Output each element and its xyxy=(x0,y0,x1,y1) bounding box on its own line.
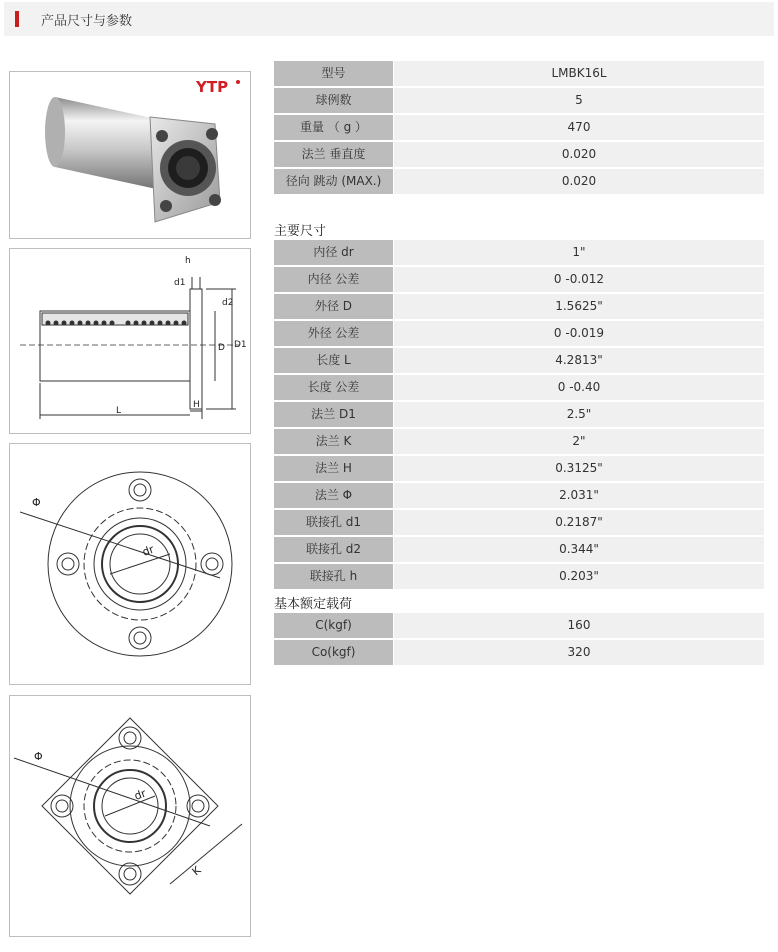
spec-table xyxy=(274,61,764,196)
table-row xyxy=(274,88,764,113)
row-value: 2.5" xyxy=(394,402,764,427)
table-row xyxy=(274,321,764,346)
table-row xyxy=(274,613,764,638)
row-label: 外径 D xyxy=(274,294,393,319)
row-label: 内径 dr xyxy=(274,240,393,265)
row-value: 1" xyxy=(394,240,764,265)
row-value: 0.020 xyxy=(394,169,764,194)
table-row xyxy=(274,483,764,508)
row-label: 法兰 D1 xyxy=(274,402,393,427)
row-value: 4.2813" xyxy=(394,348,764,373)
table-row xyxy=(274,142,764,167)
table-row xyxy=(274,402,764,427)
row-value: 1.5625" xyxy=(394,294,764,319)
load-rating-table xyxy=(274,613,764,667)
row-label: 法兰 H xyxy=(274,456,393,481)
row-label: C(kgf) xyxy=(274,613,393,638)
label-D1: D1 xyxy=(234,340,247,350)
row-label: 内径 公差 xyxy=(274,267,393,292)
row-label: 外径 公差 xyxy=(274,321,393,346)
label-H: H xyxy=(193,400,200,410)
row-label: 法兰 K xyxy=(274,429,393,454)
row-label: 联接孔 h xyxy=(274,564,393,589)
product-photo xyxy=(9,71,251,239)
row-label: 长度 L xyxy=(274,348,393,373)
row-value: 470 xyxy=(394,115,764,140)
table-row xyxy=(274,510,764,535)
row-value: 0.2187" xyxy=(394,510,764,535)
table-row xyxy=(274,267,764,292)
table-row xyxy=(274,348,764,373)
row-value: 0.020 xyxy=(394,142,764,167)
row-value: 0 -0.019 xyxy=(394,321,764,346)
label-phi: Φ xyxy=(32,496,41,509)
table-row xyxy=(274,429,764,454)
label-dr-2: dr xyxy=(132,786,148,803)
table-row xyxy=(274,294,764,319)
label-phi-2: Φ xyxy=(34,750,43,763)
row-label: 球例数 xyxy=(274,88,393,113)
main-dims-heading: 主要尺寸 xyxy=(274,224,327,239)
row-value: 0.203" xyxy=(394,564,764,589)
row-value: 160 xyxy=(394,613,764,638)
section-header xyxy=(4,2,774,36)
table-row xyxy=(274,456,764,481)
label-d1: d1 xyxy=(174,278,186,288)
brand-logo: YTP xyxy=(196,78,229,96)
table-row xyxy=(274,61,764,86)
row-value: 320 xyxy=(394,640,764,665)
row-value: 2" xyxy=(394,429,764,454)
row-value: 0.344" xyxy=(394,537,764,562)
table-row xyxy=(274,537,764,562)
row-label: 联接孔 d2 xyxy=(274,537,393,562)
section-title: 产品尺寸与参数 xyxy=(41,14,133,29)
row-value: 2.031" xyxy=(394,483,764,508)
header-accent-bar xyxy=(15,11,19,27)
row-value: 0.3125" xyxy=(394,456,764,481)
label-dr: dr xyxy=(140,542,156,559)
row-label: 长度 公差 xyxy=(274,375,393,400)
round-flange-drawing xyxy=(9,443,251,685)
row-value: 5 xyxy=(394,88,764,113)
row-label: 联接孔 d1 xyxy=(274,510,393,535)
table-row xyxy=(274,240,764,265)
row-label: 径向 跳动 (MAX.) xyxy=(274,169,393,194)
label-L: L xyxy=(116,406,122,416)
label-h: h xyxy=(185,256,191,266)
table-row xyxy=(274,640,764,665)
row-value: 0 -0.40 xyxy=(394,375,764,400)
row-value: 0 -0.012 xyxy=(394,267,764,292)
row-value: LMBK16L xyxy=(394,61,764,86)
table-row xyxy=(274,169,764,194)
label-D: D xyxy=(218,343,225,353)
table-row xyxy=(274,115,764,140)
label-K: K xyxy=(189,863,204,879)
square-flange-drawing xyxy=(9,695,251,937)
row-label: 型号 xyxy=(274,61,393,86)
side-section-drawing xyxy=(9,248,251,434)
table-row xyxy=(274,375,764,400)
load-rating-heading: 基本额定载荷 xyxy=(274,597,353,612)
label-d2: d2 xyxy=(222,298,234,308)
row-label: Co(kgf) xyxy=(274,640,393,665)
main-dims-table xyxy=(274,240,764,591)
table-row xyxy=(274,564,764,589)
row-label: 法兰 垂直度 xyxy=(274,142,393,167)
row-label: 法兰 Φ xyxy=(274,483,393,508)
row-label: 重量 （ g ） xyxy=(274,115,393,140)
